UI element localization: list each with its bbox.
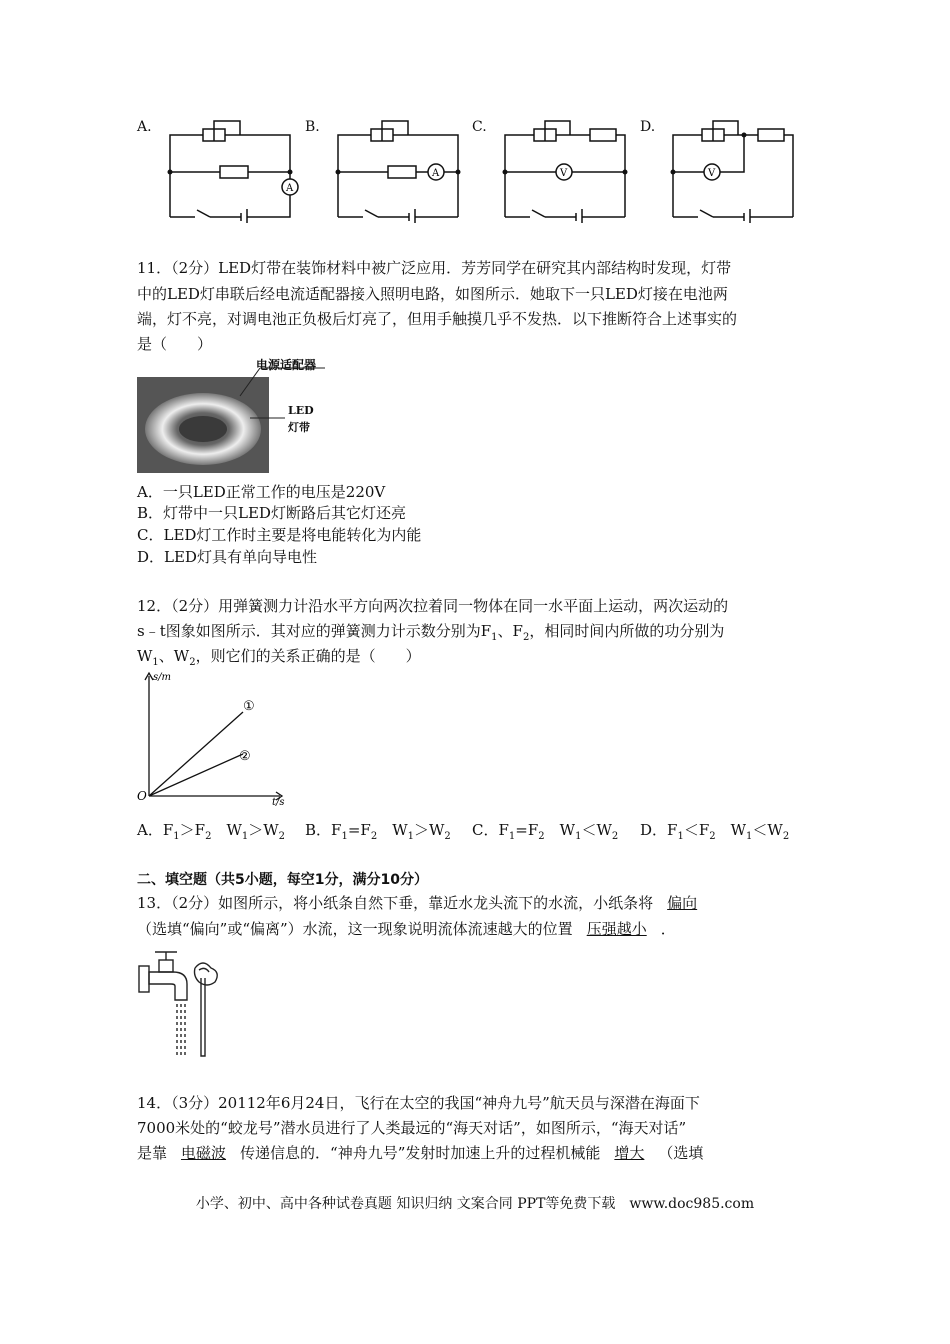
graph-line-2: [149, 754, 243, 796]
s-axis-label: s/m: [153, 672, 171, 683]
q14-answer-2: 增大: [614, 1144, 645, 1162]
q10-option-c-label: C.: [472, 119, 487, 135]
q12-stem-line-3: $W_1$、$W_2$，则它们的关系正确的是（ ）: [137, 647, 421, 668]
origin-label: O: [137, 789, 147, 803]
faucet-wall-mount: [139, 966, 149, 992]
circuit-diagram-b: [333, 117, 468, 223]
line-1-label: ①: [243, 699, 255, 714]
q10-option-b-label: B.: [305, 119, 320, 135]
q12-stem-line-2: s﹣t图象如图所示．其对应的弹簧测力计示数分别为$F_1$、$F_2$，相同时间内所做的功分别为: [137, 622, 725, 643]
circuit-diagram-c: [500, 117, 635, 223]
line-2-label: ②: [239, 749, 251, 764]
q12-option-b: B．$F_1=F_2$ $W_1>W_2$: [305, 821, 451, 842]
q12-option-d: D．$F_1<F_2$ $W_1<W_2$: [640, 821, 790, 842]
st-graph: [135, 668, 295, 808]
led-adapter-label: 电源适配器: [256, 358, 317, 372]
q12-option-c: C．$F_1=F_2$ $W_1<W_2$: [472, 821, 619, 842]
circuit-diagram-a: [165, 117, 300, 223]
circuit-diagram-d: [668, 117, 803, 223]
q13-answer-1: 偏向: [667, 894, 698, 912]
faucet-valve: [159, 960, 173, 972]
t-axis-label: t/s: [272, 797, 285, 808]
q11-option-c: C．LED灯工作时主要是将电能转化为内能: [137, 526, 422, 544]
q10-option-a-label: A.: [137, 119, 152, 135]
hand: [195, 963, 218, 985]
q12-option-a: A．$F_1>F_2$ $W_1>W_2$: [137, 821, 286, 842]
page-footer: 小学、初中、高中各种试卷真题 知识归纳 文案合同 PPT等免费下载 www.doc985.com: [195, 1196, 755, 1212]
q14-stem-line-3: 是靠 电磁波 传递信息的．“神舟九号”发射时加速上升的过程机械能 增大 （选填: [137, 1144, 704, 1162]
ammeter-b-label: A: [432, 168, 440, 179]
q13-stem-line-1: 13．（2分）如图所示，将小纸条自然下垂，靠近水龙头流下的水流，小纸条将 偏向: [137, 893, 711, 913]
q14-stem-line-1: 14．（3分）20112年6月24日，飞行在太空的我国“神舟九号”航天员与深潜在海面下: [137, 1094, 700, 1112]
led-strip-label-2: 灯带: [288, 421, 310, 434]
paper-strip: [201, 978, 205, 1056]
q14-stem-line-2: 7000米处的“蛟龙号”潜水员进行了人类最远的“海天对话”，如图所示，“海天对话”: [137, 1119, 687, 1137]
q12-stem-line-1: 12．（2分）用弹簧测力计沿水平方向两次拉着同一物体在同一水平面上运动，两次运动的: [137, 597, 729, 615]
q10-option-d-label: D.: [640, 119, 656, 135]
section-2-heading: 二、填空题（共5小题，每空1分，满分10分）: [137, 872, 428, 888]
q11-stem-line-2: 中的LED灯串联后经电流适配器接入照明电路，如图所示．她取下一只LED灯接在电池两: [137, 285, 728, 303]
q13-stem-line-2: （选填“偏向”或“偏离”）水流，这一现象说明流体流速越大的位置 压强越小 ．: [137, 920, 676, 938]
faucet-figure: [137, 948, 237, 1060]
led-strip-label-1: LED: [288, 404, 314, 417]
q11-stem-line-4: 是（ ）: [137, 335, 213, 353]
voltmeter-c-label: V: [560, 168, 568, 179]
graph-line-1: [149, 712, 243, 796]
q11-stem-line-3: 端，灯不亮，对调电池正负极后灯亮了，但用手触摸几乎不发热．以下推断符合上述事实的: [137, 310, 738, 328]
q11-option-d: D．LED灯具有单向导电性: [137, 548, 317, 566]
voltmeter-d-label: V: [708, 168, 716, 179]
q11-stem-line-1: 11．（2分）LED灯带在装饰材料中被广泛应用．芳芳同学在研究其内部结构时发现，灯带: [137, 259, 732, 277]
q11-option-b: B．灯带中一只LED灯断路后其它灯还亮: [137, 504, 406, 522]
ammeter-a-label: A: [286, 183, 294, 194]
q14-answer-1: 电磁波: [181, 1144, 227, 1162]
faucet-body: [149, 972, 187, 1000]
q13-answer-2: 压强越小: [586, 920, 647, 938]
q11-option-a: A．一只LED正常工作的电压是220V: [137, 483, 386, 501]
